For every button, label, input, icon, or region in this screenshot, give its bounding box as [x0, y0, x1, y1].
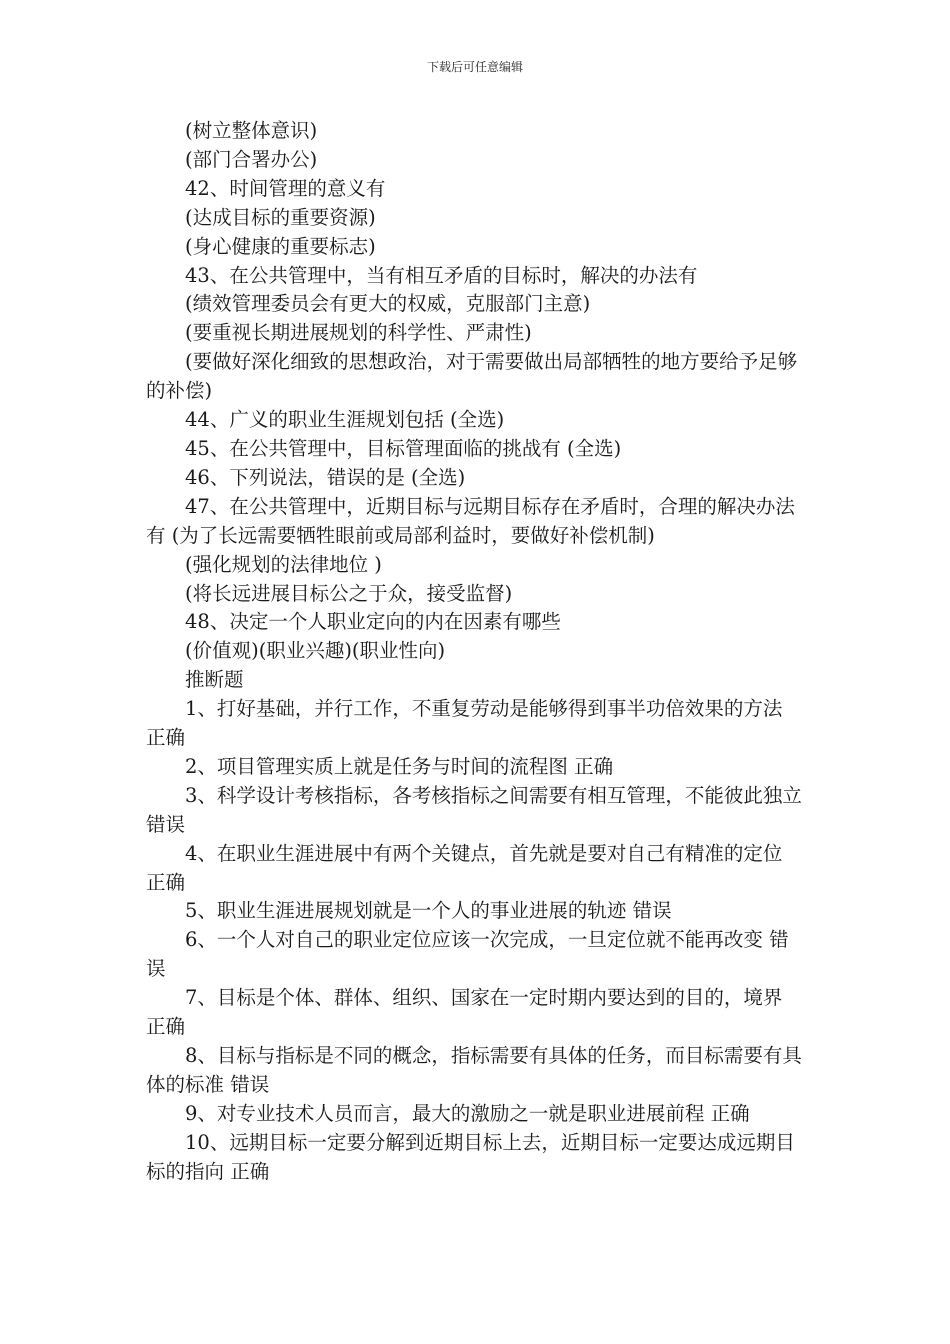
question-45: 45、在公共管理中，目标管理面临的挑战有 (全选)	[185, 436, 622, 460]
answer-line: (强化规划的法律地位 )	[185, 552, 382, 576]
page-header-note: 下载后可任意编辑	[426, 60, 523, 74]
judgment-item-9: 9、对专业技术人员而言，最大的激励之一就是职业进展前程 正确	[185, 1101, 750, 1125]
section-heading: 推断题	[185, 668, 244, 692]
judgment-item-1: 1、打好基础，并行工作，不重复劳动是能够得到事半功倍效果的方法 正确	[146, 697, 789, 750]
text-line: (部门合署办公)	[185, 147, 318, 171]
question-47: 47、在公共管理中，近期目标与远期目标存在矛盾时，合理的解决办法有 (为了长远需要牺牲眼前或局部利益时，要做好补偿机制)	[146, 494, 795, 547]
question-44: 44、广义的职业生涯规划包括 (全选)	[185, 408, 505, 432]
answer-line: (要做好深化细致的思想政治，对于需要做出局部牺牲的地方要给予足够的补偿)	[146, 350, 798, 403]
question-46: 46、下列说法，错误的是 (全选)	[185, 465, 466, 489]
judgment-item-3: 3、科学设计考核指标，各考核指标之间需要有相互管理，不能彼此独立 错误	[146, 783, 809, 836]
answer-line: (价值观)(职业兴趣)(职业性向)	[185, 639, 446, 663]
judgment-item-7: 7、目标是个体、群体、组织、国家在一定时期内要达到的目的，境界 正确	[146, 986, 789, 1039]
question-42: 42、时间管理的意义有	[185, 176, 386, 200]
answer-line: (将长远进展目标公之于众，接受监督)	[185, 581, 513, 605]
document-body	[146, 117, 809, 1187]
answer-line: (达成目标的重要资源)	[185, 205, 376, 229]
text-line: (树立整体意识)	[185, 119, 318, 142]
judgment-item-8: 8、目标与指标是不同的概念，指标需要有具体的任务，而目标需要有具体的标准 错误	[146, 1044, 802, 1096]
question-48: 48、决定一个人职业定向的内在因素有哪些	[185, 610, 561, 634]
judgment-item-10: 10、远期目标一定要分解到近期目标上去，近期目标一定要达成远期目标的指向 正确	[146, 1130, 795, 1183]
answer-line: (要重视长期进展规划的科学性、严肃性)	[185, 321, 532, 345]
judgment-item-4: 4、在职业生涯进展中有两个关键点，首先就是要对自己有精准的定位 正确	[146, 841, 789, 894]
question-43: 43、在公共管理中，当有相互矛盾的目标时，解决的办法有	[185, 263, 698, 287]
answer-line: (身心健康的重要标志)	[185, 234, 376, 258]
judgment-item-5: 5、职业生涯进展规划就是一个人的事业进展的轨迹 错误	[185, 899, 672, 923]
judgment-item-2: 2、项目管理实质上就是任务与时间的流程图 正确	[185, 754, 614, 778]
answer-line: (绩效管理委员会有更大的权威，克服部门主意)	[185, 292, 591, 316]
judgment-item-6: 6、一个人对自己的职业定位应该一次完成，一旦定位就不能再改变 错误	[146, 928, 789, 981]
